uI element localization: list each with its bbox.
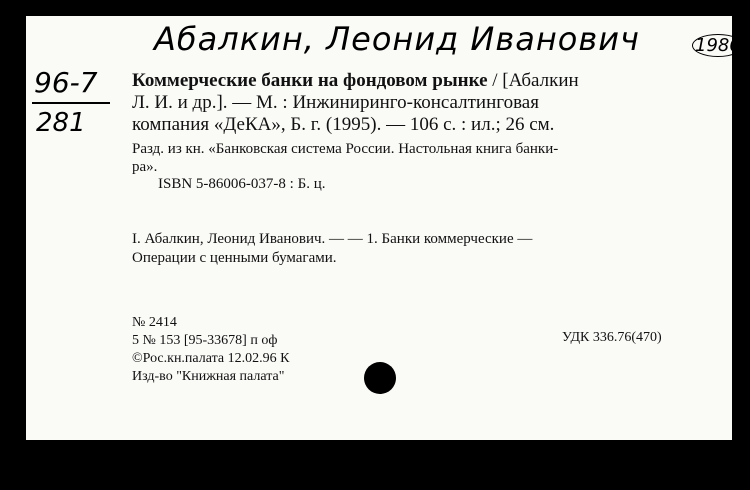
imprint-line-4: Изд-во "Книжная палата"	[132, 369, 285, 384]
entry-title: Коммерческие банки на фондовом рынке	[132, 70, 488, 91]
handwritten-year: 1980	[692, 34, 744, 57]
note-line-2: ра».	[132, 159, 158, 175]
imprint-line-3: ©Рос.кн.палата 12.02.96 К	[132, 351, 290, 366]
entry-responsibility: / [Абалкин	[487, 70, 579, 91]
catalog-card	[26, 16, 741, 440]
source-note	[132, 140, 558, 176]
ink-blot	[364, 362, 396, 394]
tracings	[132, 230, 532, 268]
entry-line-1	[132, 70, 579, 92]
imprint-line-1: № 2414	[132, 315, 177, 330]
shelf-mark-divider	[32, 102, 110, 104]
entry-line-2: Л. И. и др.]. — М. : Инжиниринго-консалтинговая	[132, 92, 539, 113]
isbn-line: ISBN 5-86006-037-8 : Б. ц.	[158, 176, 326, 192]
tracing-line-1: I. Абалкин, Леонид Иванович. — — 1. Банки коммерческие —	[132, 231, 533, 247]
udk-classification: УДК 336.76(470)	[562, 330, 662, 345]
tracing-line-2: Операции с ценными бумагами.	[132, 250, 337, 266]
shelf-mark-top: 96-7	[34, 66, 98, 99]
shelf-mark-bottom: 281	[36, 108, 86, 138]
imprint-line-2: 5 № 153 [95-33678] п оф	[132, 333, 278, 348]
note-line-1: Разд. из кн. «Банковская система России. Настольная книга банки-	[132, 141, 559, 157]
bibliographic-entry	[132, 70, 579, 136]
handwritten-author-heading: Абалкин, Леонид Иванович	[154, 20, 640, 58]
card-imprint	[132, 314, 289, 386]
entry-line-3: компания «ДеКА», Б. г. (1995). — 106 с. : ил.; 26 см.	[132, 114, 555, 135]
